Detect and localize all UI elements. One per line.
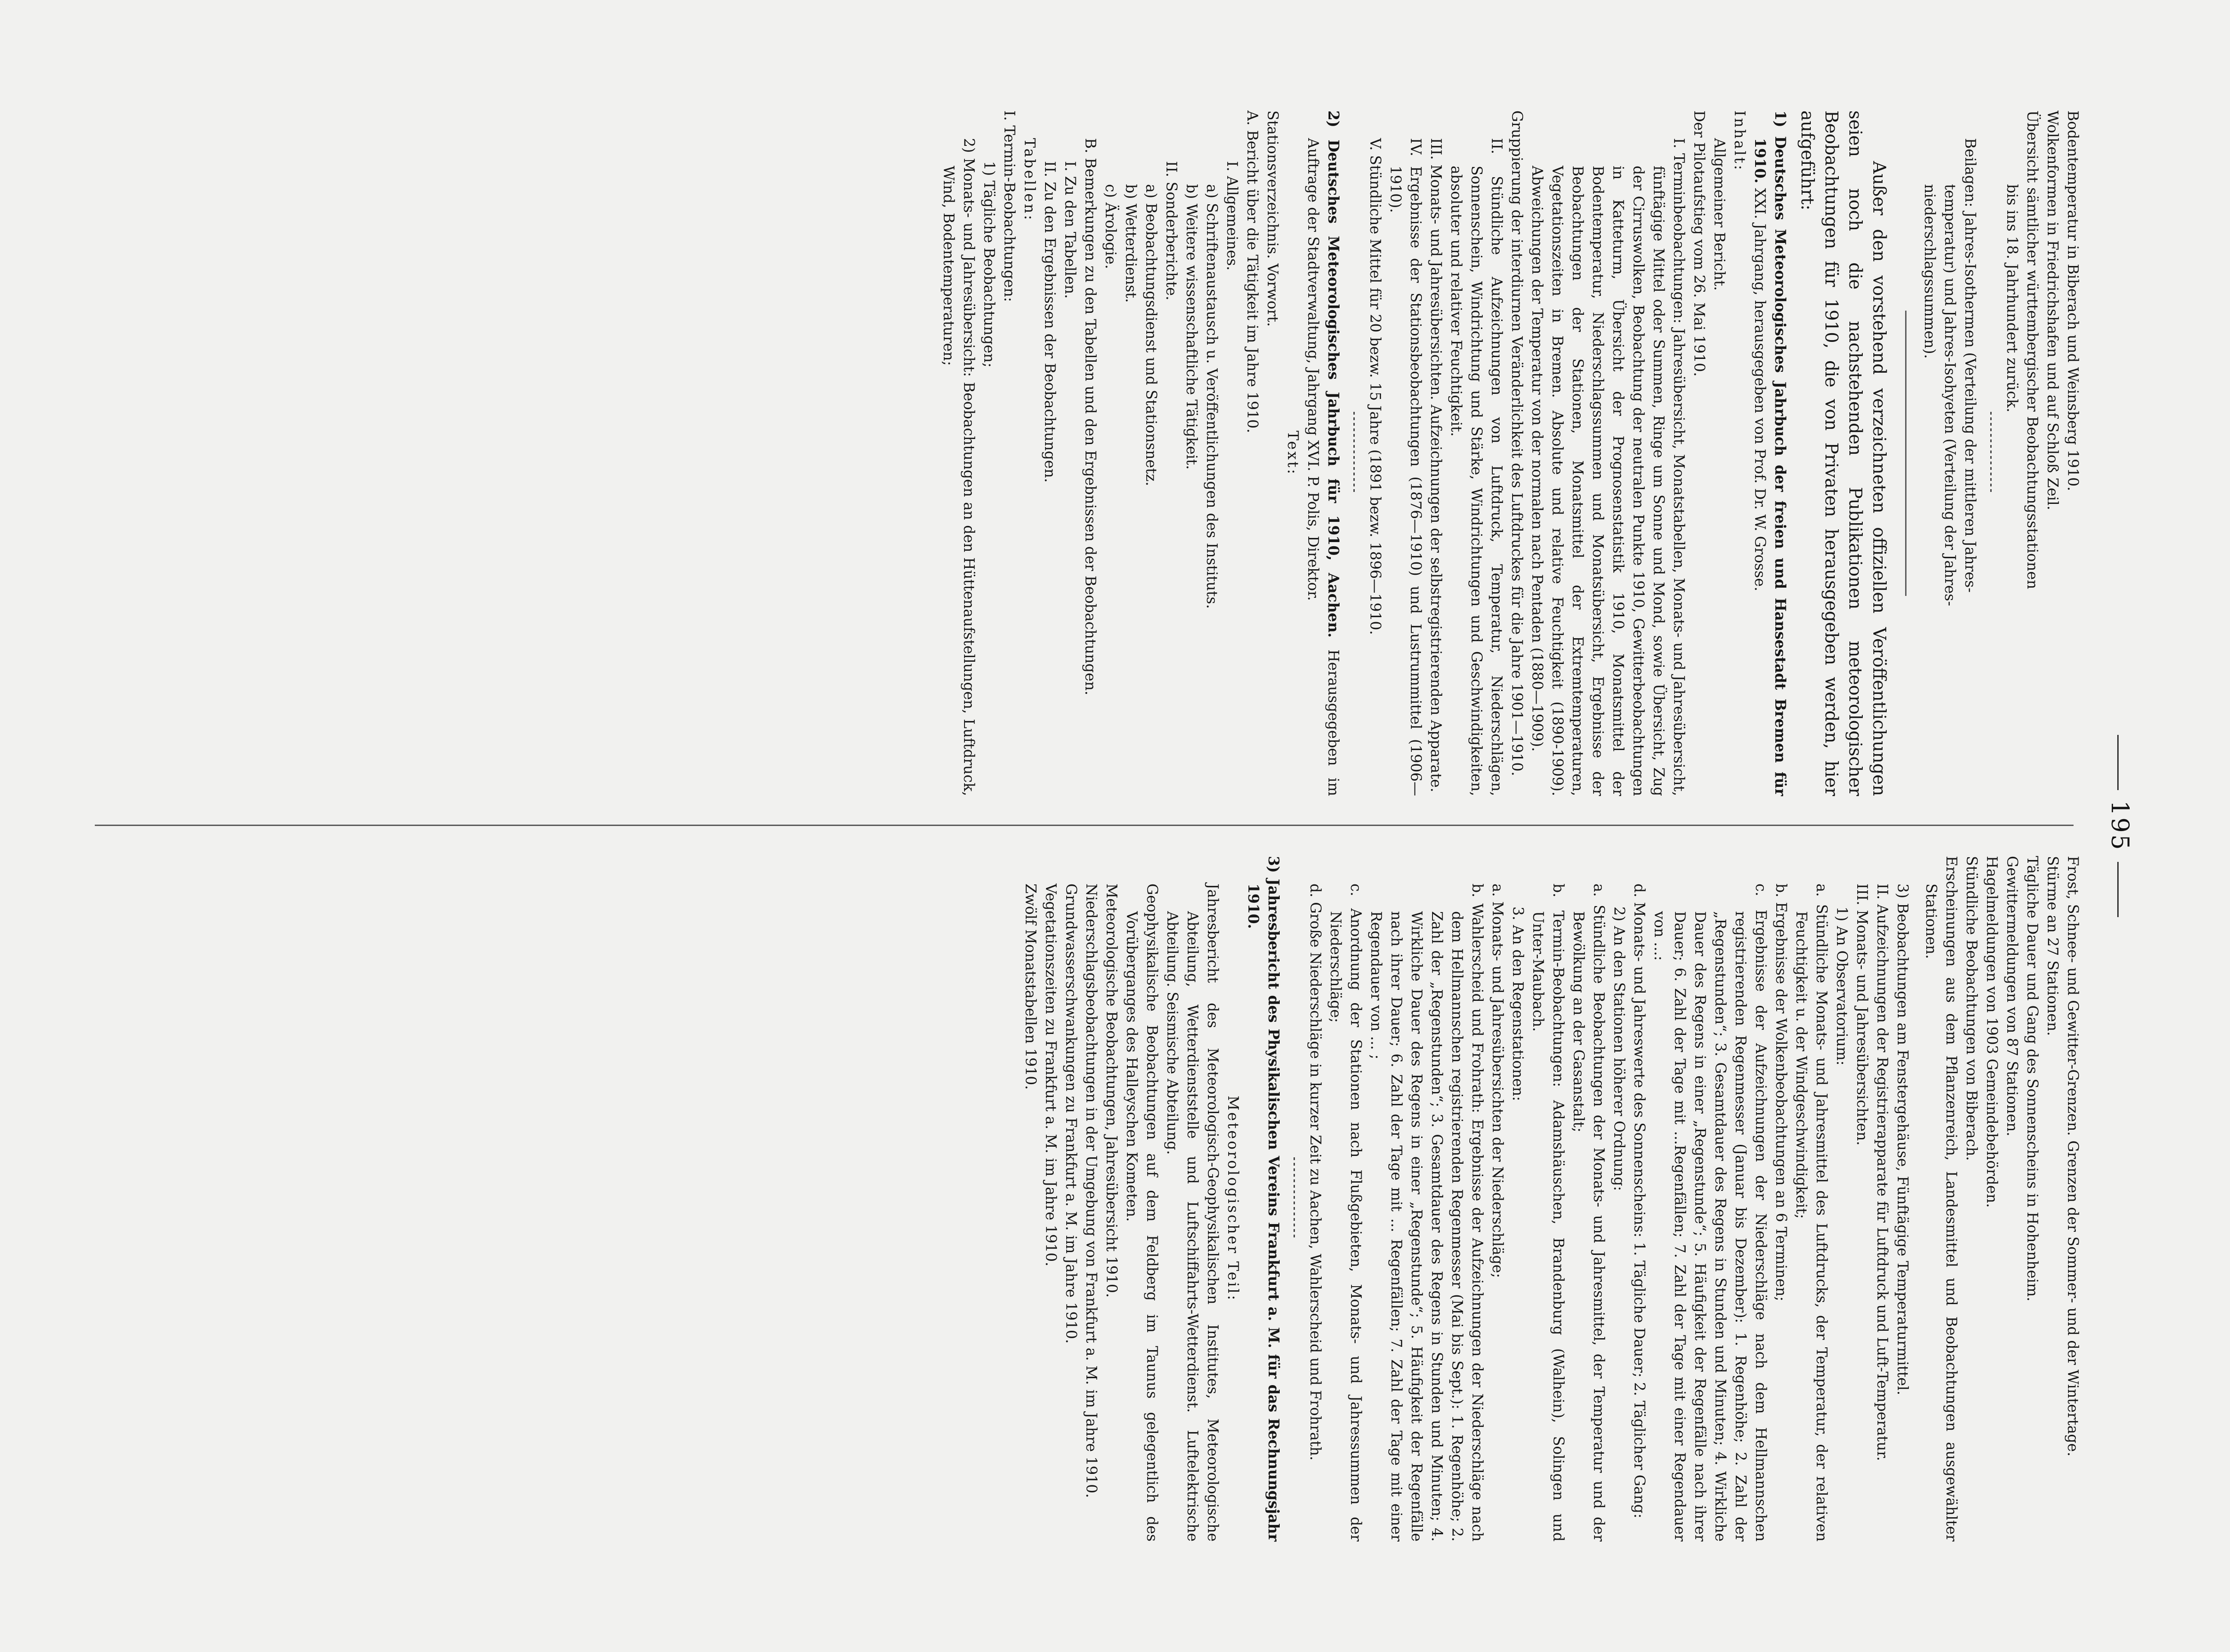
- text-line: Stündliche Beobachtungen von Biberach.: [1963, 856, 1980, 1161]
- text-line: a. Monats- und Jahresübersichten der Niederschläge;: [1489, 884, 1506, 1278]
- text-line: Gruppierung der interdiurnen Veränderlichkeit des Luftdruckes für die Jahre 1901—1910.: [1508, 110, 1525, 776]
- text-line: Tägliche Dauer und Gang des Sonnenscheins in Hohenheim.: [2024, 856, 2040, 1302]
- text-line: Vegetationszeiten zu Frankfurt a. M. im Jahre 1910.: [1042, 884, 1059, 1267]
- text-line: c) Ärologie.: [1102, 184, 1119, 269]
- text-line: 3. An den Regenstationen:: [1509, 907, 1526, 1101]
- section-ornament: [1353, 412, 1355, 495]
- text-line: 1) An Observatorium:: [1833, 907, 1850, 1066]
- text-line: I. Zu den Tabellen.: [1062, 161, 1078, 299]
- section-rule: [1905, 311, 1906, 596]
- page-number: 195: [2106, 718, 2133, 934]
- publication-entry: 2) Deutsches Meteorologisches Jahrbuch für 1910, Aachen. Herausgegeben im Auftrage der Stadtverwaltung, Jahrgang XVI. P. Polis, Direktor.: [1305, 110, 1342, 796]
- text-line: III. Monats- und Jahresübersichten. Aufzeichnungen der selbstregistrierenden Apparate.: [1427, 138, 1444, 792]
- left-column: [938, 110, 2083, 796]
- text-line: Wolkenformen in Friedrichshafen und auf Schloß Zeil.: [2044, 110, 2061, 510]
- text-line: Allgemeiner Bericht.: [1711, 138, 1727, 291]
- section-ornament: [1294, 1157, 1295, 1240]
- section-heading: Außer den vorstehend verzeichneten offiziellen Veröffentlichungen seien noch die nachstehenden Publikationen meteorologischer Beobachtungen für 1910, die von Privaten herausgegeben werden, hier aufgeführt:: [1797, 110, 1889, 796]
- inhalt-label: Inhalt:: [1731, 110, 1748, 172]
- text-line: B. Bemerkungen zu den Tabellen und den Ergebnissen der Beobachtungen.: [1082, 138, 1098, 695]
- text-line: Erscheinungen aus dem Pflanzenreich, Landesmittel und Beobachtungen ausgewählter Stationen.: [1923, 856, 1959, 1542]
- text-line: 1) Tägliche Beobachtungen;: [981, 161, 997, 368]
- text-line: II. Stündliche Aufzeichnungen von Luftdruck, Temperatur, Niederschlägen, Sonnenschein, Windrichtung und Stärke, Windrichtungen und Geschwindigkeiten, absoluter und relativer Feuchtigkeit.: [1448, 138, 1505, 796]
- text-line: a. Stündliche Beobachtungen der Monats- und Jahresmittel, der Temperatur und der Bewölkung an der Gasanstalt;: [1570, 884, 1607, 1542]
- text-line: d. Monats- und Jahreswerte des Sonnenscheins: 1. Tägliche Dauer; 2. Täglicher Gang:: [1631, 884, 1647, 1519]
- section-ornament: [1990, 412, 1992, 495]
- text-line: a) Schriftenaustausch u. Veröffentlichungen des Instituts.: [1203, 184, 1220, 609]
- text-line: Grundwasserschwankungen zu Frankfurt a. M. im Jahre 1910.: [1063, 884, 1079, 1344]
- text-line: Hagelmeldungen von 1903 Gemeindebehörden.: [1983, 856, 2000, 1208]
- text-line: 3) Beobachtungen am Fenstergehäuse, Fünftägige Temperaturmittel.: [1894, 884, 1911, 1395]
- text-line: niederschlagssummen).: [1921, 184, 1938, 359]
- text-line: a) Beobachtungsdienst und Stationsnetz.: [1143, 184, 1159, 486]
- text-label: Text:: [1284, 430, 1301, 476]
- text-line: a. Stündliche Monats- und Jahresmittel des Luftdrucks, der Temperatur, der relativen Feuchtigkeit u. der Windgeschwindigkeit;: [1793, 884, 1830, 1542]
- text-line: Niederschlagsbeobachtungen in der Umgebung von Frankfurt a. M. im Jahre 1910.: [1083, 884, 1099, 1498]
- text-line: Der Pilotaufstieg vom 26. Mai 1910.: [1691, 110, 1707, 377]
- text-line: 2) Monats- und Jahresübersicht: Beobachtungen an den Hüttenaufstellungen, Luftdruck, Wind, Bodentemperaturen;: [940, 138, 977, 796]
- text-line: bis ins 18. Jahrhundert zurück.: [2004, 184, 2020, 413]
- text-line: Meteorologische Beobachtungen, Jahresübersicht 1910.: [1103, 884, 1120, 1298]
- text-line: c. Anordnung der Stationen nach Flußgebieten, Monats- und Jahressummen der Niederschläge;: [1327, 884, 1364, 1542]
- text-line: Beilagen: Jahres-Isothermen (Verteilung der mittleren Jahres-: [1962, 138, 1978, 593]
- text-line: Zwölf Monatstabellen 1910.: [1022, 884, 1039, 1090]
- text-line: I. Terminbeobachtungen: Jahresübersicht, Monatstabellen, Monats- und Jahresübersicht, fünftägige Mittel oder Summen, Ringe um Sonne und Mond, sowie Übersicht, Zug der Cirruswolken, Beobachtung der neutralen Punkte 1910, Gewitterbeobachtungen in Katteturm, Übersicht der Prognosenstatistik 1910, Monatsmittel der Bodentemperatur, Niederschlagssummen und Monatsübersicht, Ergebnisse der Beobachtungen der Stationen, Monatsmittel der Extremtemperaturen, Vegetationszeiten in Bremen. Absolute und relative Feuchtigkeit (1890-1909). Abweichungen der Temperatur von der normalen nach Pentaden (1880—1909).: [1529, 138, 1687, 796]
- text-line: I. Allgemeines.: [1224, 161, 1240, 271]
- text-line: Stürme an 27 Stationen.: [2044, 856, 2061, 1036]
- subheading: Meteorologischer Teil:: [1225, 1095, 1241, 1302]
- text-line: II. Zu den Ergebnissen der Beobachtungen.: [1041, 161, 1058, 483]
- text-line: Tabellen:: [1021, 138, 1038, 222]
- text-line: b) Weitere wissenschaftliche Tätigkeit.: [1183, 184, 1200, 470]
- column-divider: [95, 825, 2074, 826]
- text-line: Bodentemperatur in Biberach und Weinsberg 1910.: [2064, 110, 2081, 491]
- text-line: d. Große Niederschläge in kurzer Zeit zu Aachen, Wahlerscheid und Frohrath.: [1307, 884, 1323, 1461]
- text-line: b. Ergebnisse der Wolkenbeobachtungen an 6 Terminen;: [1773, 884, 1789, 1301]
- text-line: IV. Ergebnisse der Stationsbeobachtungen (1876—1910) und Lustrummittel (1906—1910).: [1387, 138, 1424, 796]
- text-line: 2) An den Stationen höherer Ordnung:: [1611, 907, 1627, 1191]
- text-line: Stationsverzeichnis. Vorwort.: [1264, 110, 1281, 327]
- text-line: Geophysikalische Beobachtungen auf dem Feldberg im Taunus gelegentlich des Vorüberganges des Halleyschen Kometen.: [1123, 884, 1160, 1542]
- text-line: II. Sonderberichte.: [1163, 161, 1179, 300]
- text-line: Gewittermeldungen von 87 Stationen.: [2004, 856, 2020, 1137]
- text-line: V. Stündliche Mittel für 20 bezw. 15 Jahre (1891 bezw. 1896—1910.: [1367, 138, 1383, 635]
- publication-entry: 1) Deutsches Meteorologisches Jahrbuch der freien und Hansestadt Bremen für 1910. XXI. Jahrgang, herausgegeben von Prof. Dr. W. Grosse.: [1751, 110, 1789, 796]
- text-line: b) Wetterdienst.: [1122, 184, 1139, 303]
- text-line: Übersicht sämtlicher württembergischer Beobachtungsstationen: [2024, 110, 2040, 589]
- publication-entry: 3) Jahresbericht des Physikalischen Vereins Frankfurt a. M. für das Rechnungsjahr 1910.: [1245, 856, 1282, 1542]
- right-column: [1020, 856, 2083, 1542]
- text-line: III. Monats- und Jahresübersichten.: [1854, 884, 1870, 1146]
- text-line: I. Termin-Beobachtungen:: [1001, 110, 1017, 302]
- text-line: b. Termin-Beobachtungen: Adamshäuschen, Brandenburg (Walhein), Solingen und Unter-Maubach.: [1530, 884, 1566, 1542]
- text-line: b. Wahlerscheid und Frohrath: Ergebnisse der Aufzeichnungen der Niederschläge nach dem Hellmannschen registrierenden Regenmesser (Mai bis Sept.): 1. Regenhöhe; 2. Zahl der „Regenstunden“; 3. Gesamtdauer des Regens in Stunden und Minuten; 4. Wirkliche Dauer des Regens in einer „Regenstunde“; 5. Häufigkeit der Regenfälle nach ihrer Dauer; 6. Zahl der Tage mit ... Regenfällen; 7. Zahl der Tage mit einer Regendauer von ... ;: [1368, 884, 1485, 1542]
- text-line: temperatur) und Jahres-Isohyeten (Verteilung der Jahres-: [1941, 184, 1958, 607]
- text-line: II. Aufzeichnungen der Registrierapparate für Luftdruck und Luft-Temperatur.: [1874, 884, 1890, 1461]
- text-line: Frost, Schnee- und Gewitter-Grenzen. Grenzen der Sommer- und der Wintertage.: [2064, 856, 2081, 1457]
- text-line: A. Bericht über die Tätigkeit im Jahre 1910.: [1244, 110, 1260, 433]
- text-line: Jahresbericht des Meteorologisch-Geophysikalischen Institutes, Meteorologische Abteilung, Wetterdienststelle und Luftschiffahrts-Wetterdienst. Luftelektrische Abteilung. Seismische Abteilung.: [1164, 884, 1221, 1542]
- text-line: c. Ergebnisse der Aufzeichnungen der Niederschläge nach dem Hellmannschen registrierenden Regenmesser (Januar bis Dezember): 1. Regenhöhe; 2. Zahl der „Regenstunden“; 3. Gesamtdauer des Regens in Stunden und Minuten; 4. Wirkliche Dauer des Regens in einer „Regenstunde“; 5. Häufigkeit der Regenfälle nach ihrer Dauer; 6. Zahl der Tage mit ...Regenfällen; 7. Zahl der Tage mit einer Regendauer von ...:: [1651, 884, 1769, 1542]
